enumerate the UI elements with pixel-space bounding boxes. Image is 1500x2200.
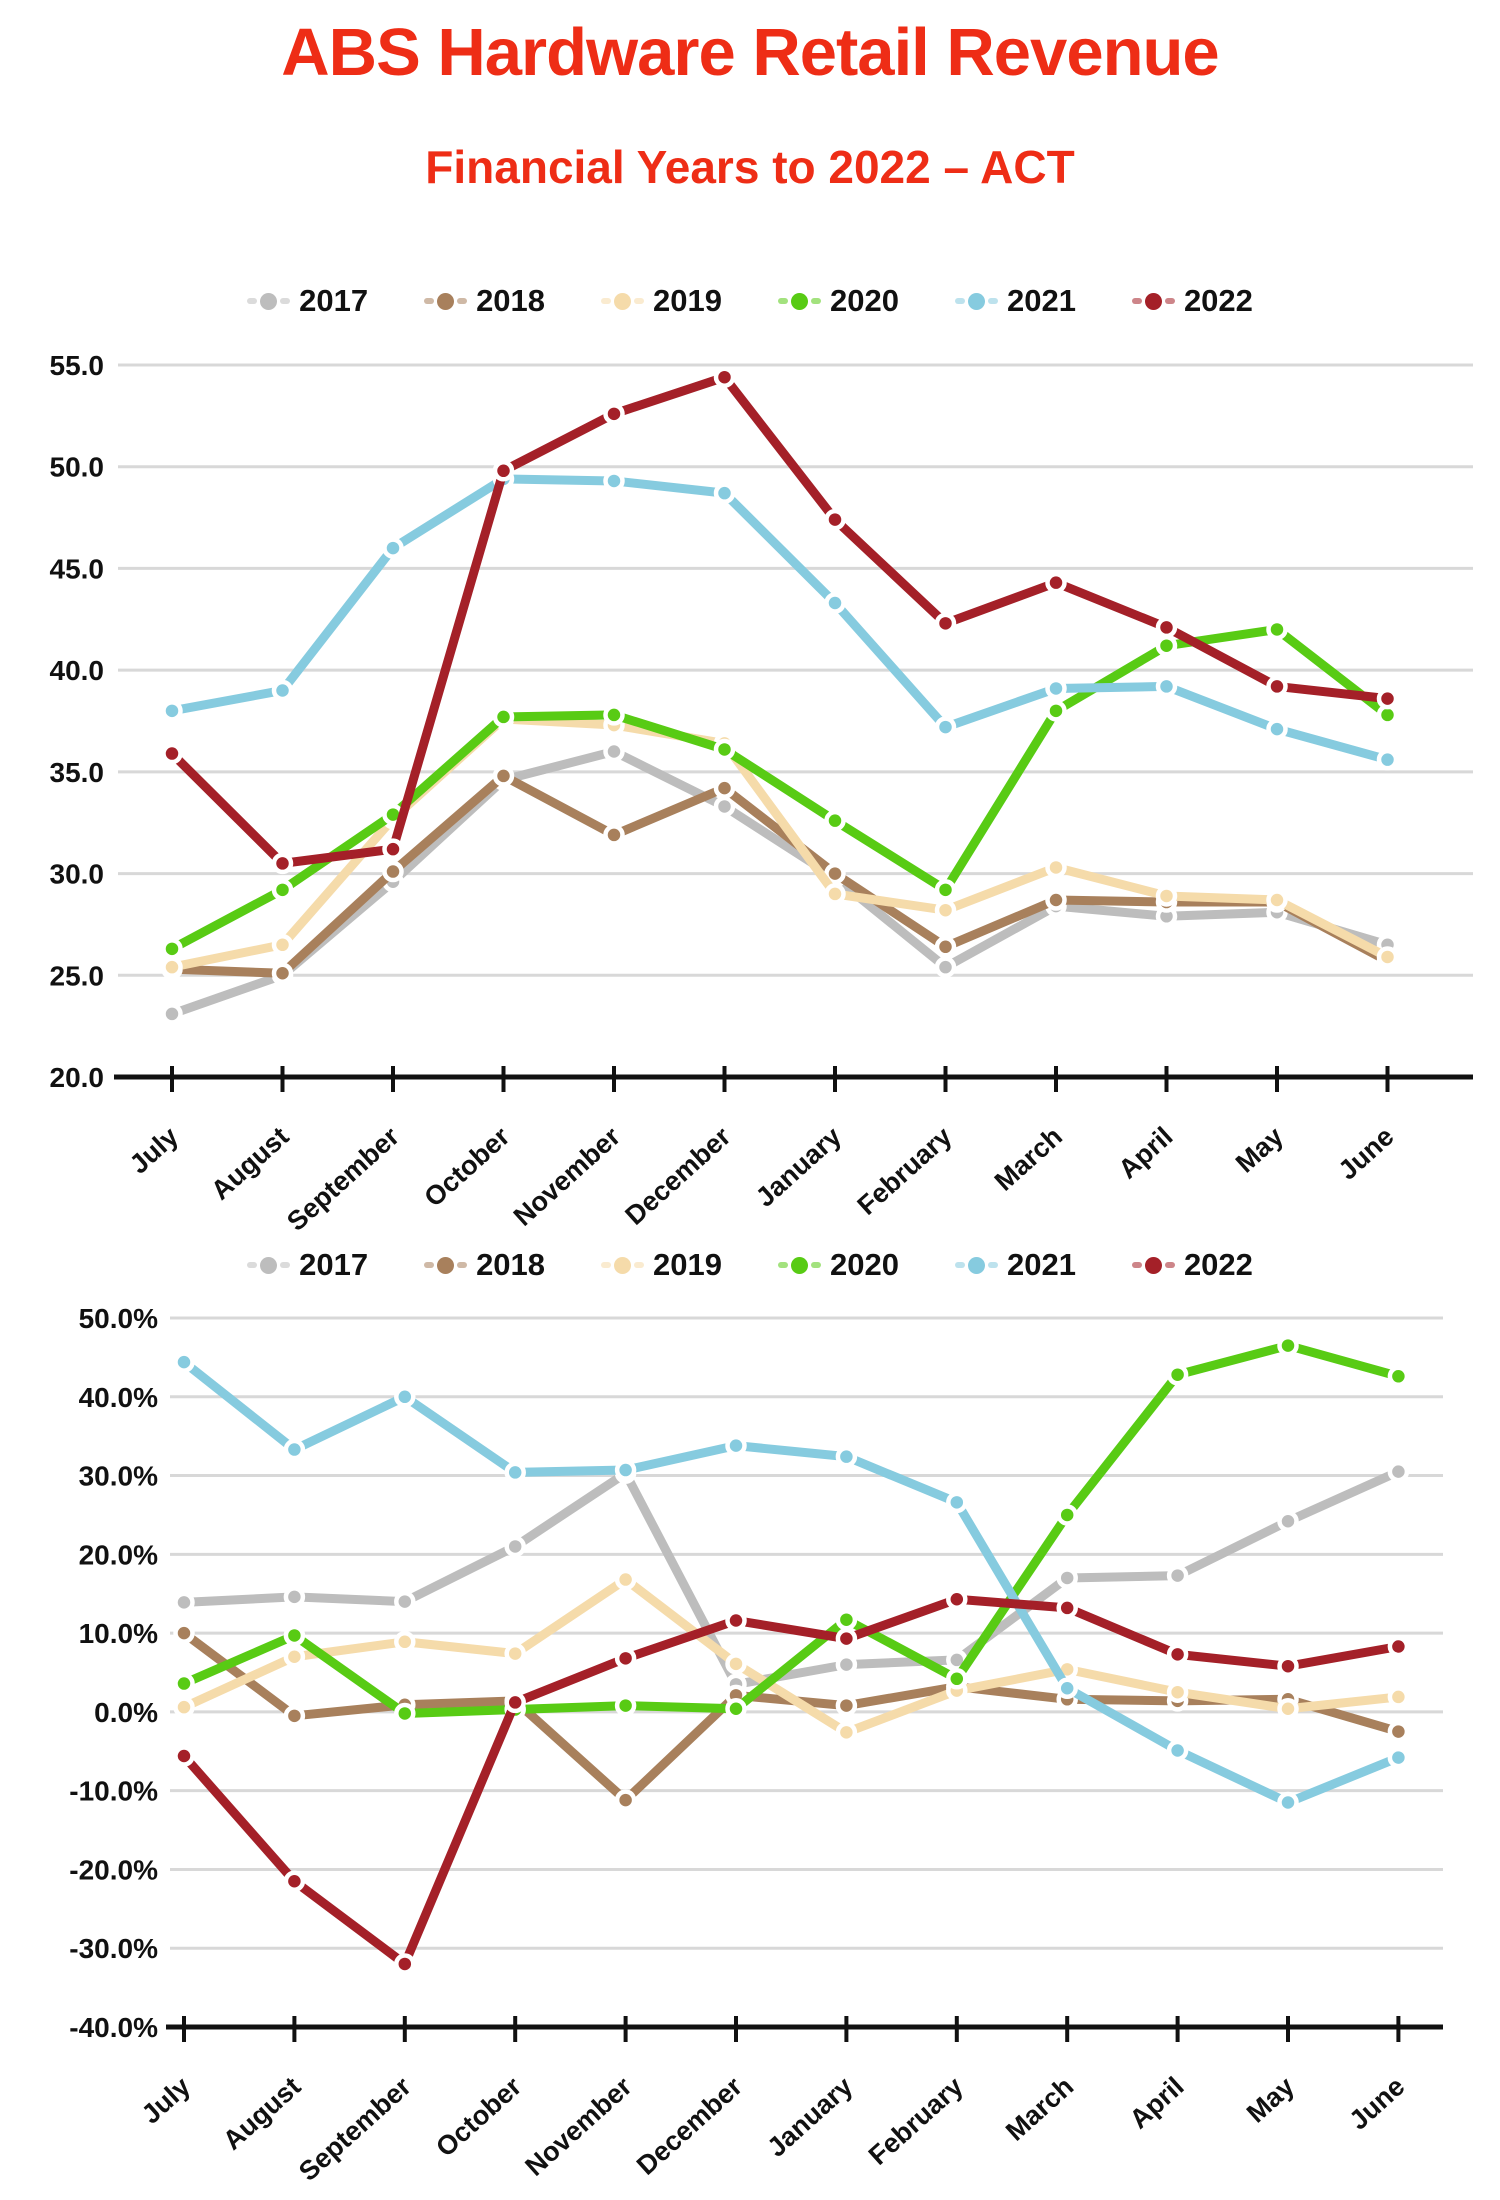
- y-tick-label: -20.0%: [69, 1854, 158, 1886]
- series-2018-point: [937, 938, 954, 955]
- series-2022-point: [728, 1612, 745, 1629]
- series-2018-point: [617, 1792, 634, 1809]
- series-2020-point: [1048, 702, 1065, 719]
- revenue-line-chart: [0, 328, 1500, 1243]
- y-tick-label: 0.0%: [94, 1696, 158, 1728]
- series-2022-point: [937, 615, 954, 632]
- legend-marker-shape: [1165, 1262, 1175, 1268]
- y-tick-label: 10.0%: [78, 1618, 158, 1650]
- series-2022-point: [1169, 1646, 1186, 1663]
- legend-marker-2020: [778, 293, 821, 310]
- legend-label-2017: 2017: [299, 283, 369, 318]
- series-2018-point: [606, 826, 623, 843]
- series-2019-point: [1048, 859, 1065, 876]
- series-2017-point: [606, 743, 623, 760]
- legend-marker-shape: [457, 298, 467, 304]
- legend-label-2018: 2018: [476, 1247, 546, 1282]
- series-2019-point: [1158, 887, 1175, 904]
- series-2021-point: [1059, 1680, 1076, 1697]
- growth-line-chart: [0, 1285, 1500, 2200]
- legend-marker-shape: [424, 1262, 434, 1268]
- x-tick-label: May: [1240, 2071, 1301, 2129]
- x-tick-label: March: [988, 1121, 1069, 1197]
- series-2021-point: [1048, 680, 1065, 697]
- series-2021-point: [617, 1462, 634, 1479]
- series-2022-point: [286, 1873, 303, 1890]
- series-2019-point: [1280, 1700, 1297, 1717]
- x-tick-label: June: [1332, 1121, 1400, 1186]
- legend-marker-shape: [260, 1257, 277, 1274]
- legend-marker-shape: [247, 298, 257, 304]
- series-2022-point: [274, 855, 291, 872]
- x-tick-label: November: [507, 1121, 627, 1232]
- x-tick-label: July: [123, 1121, 185, 1180]
- legend-label-2022: 2022: [1183, 283, 1253, 318]
- legend-item-2019: [601, 283, 722, 319]
- legend-marker-shape: [988, 1262, 998, 1268]
- series-2018-point: [385, 863, 402, 880]
- series-2022-point: [1280, 1658, 1297, 1675]
- series-2022-point: [1158, 619, 1175, 636]
- x-tick-label: December: [619, 1121, 737, 1231]
- y-tick-label: 20.0: [49, 1062, 104, 1093]
- x-tick-label: September: [281, 1121, 406, 1237]
- legend-marker-2021: [955, 293, 998, 310]
- page-subtitle: Financial Years to 2022 – ACT: [425, 141, 1075, 193]
- series-2021-point: [164, 702, 181, 719]
- series-2017-point: [838, 1656, 855, 1673]
- y-tick-label: 25.0: [49, 960, 104, 992]
- series-2020-point: [1280, 1337, 1297, 1354]
- y-tick-label: 40.0%: [78, 1381, 158, 1413]
- legend-marker-shape: [1145, 293, 1162, 310]
- series-2017-point: [1280, 1513, 1297, 1530]
- series-2020-point: [1169, 1366, 1186, 1383]
- series-2020-point: [274, 881, 291, 898]
- series-2021-point: [385, 540, 402, 557]
- legend-marker-shape: [437, 293, 454, 310]
- y-tick-label: 55.0: [49, 350, 104, 381]
- series-2021-point: [1158, 678, 1175, 695]
- series-2019-point: [176, 1699, 193, 1716]
- series-2021-point: [1169, 1742, 1186, 1759]
- x-tick-label: August: [205, 1121, 295, 1206]
- series-2020-point: [286, 1627, 303, 1644]
- series-2022-point: [838, 1630, 855, 1647]
- series-2022-point: [606, 405, 623, 422]
- legend-label-2017: 2017: [299, 1247, 369, 1282]
- series-2020-point: [1390, 1368, 1407, 1385]
- series-2021-point: [286, 1441, 303, 1458]
- legend-marker-shape: [955, 298, 965, 304]
- series-2020-point: [838, 1611, 855, 1628]
- legend-marker-2018: [424, 1257, 467, 1274]
- series-2022-point: [1269, 678, 1286, 695]
- legend-marker-shape: [811, 298, 821, 304]
- series-2020-point: [827, 812, 844, 829]
- legend-marker-shape: [437, 1257, 454, 1274]
- legend-marker-2022: [1132, 293, 1175, 310]
- legend-marker-shape: [1145, 1257, 1162, 1274]
- x-tick-label: December: [630, 2071, 749, 2181]
- legend-label-2022: 2022: [1183, 1247, 1253, 1282]
- legend-marker-2018: [424, 293, 467, 310]
- page-title: ABS Hardware Retail Revenue: [281, 15, 1219, 90]
- x-tick-label: November: [519, 2071, 638, 2182]
- x-axis: [136, 2016, 1443, 2187]
- legend-marker-shape: [614, 1257, 631, 1274]
- y-tick-label: -30.0%: [69, 1933, 158, 1965]
- series-2019-point: [1379, 948, 1396, 965]
- series-2018-point: [176, 1625, 193, 1642]
- series-2022-point: [1390, 1638, 1407, 1655]
- series-2020-point: [948, 1670, 965, 1687]
- x-tick-label: September: [293, 2071, 417, 2187]
- series-2018-point: [838, 1697, 855, 1714]
- series-2022: [164, 369, 1397, 872]
- legend-marker-2017: [247, 1257, 290, 1274]
- legend-marker-2017: [247, 293, 290, 310]
- x-tick-label: February: [862, 2071, 969, 2171]
- legend-label-2019: 2019: [653, 283, 722, 318]
- x-tick-label: February: [851, 1121, 958, 1221]
- y-tick-label: 20.0%: [78, 1539, 158, 1571]
- legend-marker-shape: [968, 1257, 985, 1274]
- series-2019-point: [164, 959, 181, 976]
- series-2022-point: [495, 462, 512, 479]
- series-2018-point: [274, 965, 291, 982]
- series-2020-point: [164, 940, 181, 957]
- x-tick-label: April: [1123, 2071, 1190, 2135]
- series-2021-point: [606, 472, 623, 489]
- legend-item-2018: [424, 1247, 545, 1283]
- y-tick-label: 30.0: [49, 858, 104, 890]
- x-tick-label: January: [761, 2071, 859, 2163]
- series-2017-point: [507, 1538, 524, 1555]
- legend-marker-2021: [955, 1257, 998, 1274]
- series-2021-point: [396, 1388, 413, 1405]
- series-2020-point: [176, 1675, 193, 1692]
- x-tick-label: January: [749, 1121, 848, 1213]
- series-2018-point: [1390, 1723, 1407, 1740]
- series-2018-point: [716, 780, 733, 797]
- series-2022-line: [172, 377, 1388, 863]
- x-tick-label: August: [217, 2071, 307, 2156]
- series-2019-point: [507, 1645, 524, 1662]
- series-2021-line: [172, 479, 1388, 760]
- series-2021-point: [716, 485, 733, 502]
- series-2019-point: [274, 936, 291, 953]
- legend-label-2021: 2021: [1006, 283, 1076, 318]
- series-2022-point: [617, 1650, 634, 1667]
- series-2021-point: [937, 719, 954, 736]
- series-2022-point: [1048, 574, 1065, 591]
- legend-marker-shape: [424, 298, 434, 304]
- legend-marker-shape: [614, 293, 631, 310]
- series-2019-point: [286, 1648, 303, 1665]
- legend-marker-shape: [778, 1262, 788, 1268]
- legend-marker-shape: [260, 293, 277, 310]
- series-2022-point: [507, 1694, 524, 1711]
- series-2021-point: [274, 682, 291, 699]
- legend-label-2020: 2020: [830, 1247, 899, 1282]
- series-2021-point: [176, 1354, 193, 1371]
- legend-label-2018: 2018: [476, 283, 546, 318]
- legend-marker-shape: [1165, 298, 1175, 304]
- series-2017-point: [1390, 1463, 1407, 1480]
- legend-item-2021: [955, 283, 1076, 319]
- legend-top-chart: [0, 283, 1500, 319]
- legend-item-2022: [1132, 1247, 1253, 1283]
- legend-marker-shape: [247, 1262, 257, 1268]
- series-2022-point: [164, 745, 181, 762]
- x-tick-label: October: [418, 1121, 516, 1213]
- legend-item-2017: [247, 283, 368, 319]
- series-2018-point: [286, 1707, 303, 1724]
- legend-marker-2019: [601, 293, 644, 310]
- series-2019-point: [617, 1571, 634, 1588]
- series-2022-point: [385, 841, 402, 858]
- legend-item-2020: [778, 283, 899, 319]
- series-2019-point: [838, 1724, 855, 1741]
- y-axis-labels: [50, 350, 105, 1093]
- series-2020-point: [937, 881, 954, 898]
- legend-marker-shape: [791, 1257, 808, 1274]
- legend-marker-shape: [988, 298, 998, 304]
- y-tick-label: 35.0: [49, 756, 104, 788]
- series-2021-point: [728, 1437, 745, 1454]
- legend-marker-shape: [601, 298, 611, 304]
- legend-marker-shape: [634, 298, 644, 304]
- legend-bottom-chart: [0, 1247, 1500, 1283]
- series-2021-point: [1269, 721, 1286, 738]
- legend-marker-shape: [811, 1262, 821, 1268]
- series-2017-point: [1169, 1567, 1186, 1584]
- series-2017-point: [176, 1594, 193, 1611]
- legend-marker-shape: [457, 1262, 467, 1268]
- series-2017-point: [396, 1593, 413, 1610]
- series-2017-point: [164, 1005, 181, 1022]
- series-2020-point: [495, 708, 512, 725]
- legend-item-2018: [424, 283, 545, 319]
- legend-item-2020: [778, 1247, 899, 1283]
- series-2020-point: [716, 741, 733, 758]
- x-tick-label: March: [1000, 2071, 1080, 2147]
- series-2019-point: [937, 902, 954, 919]
- series-2022-point: [948, 1591, 965, 1608]
- series-2020-point: [1158, 637, 1175, 654]
- x-tick-label: April: [1112, 1121, 1179, 1185]
- y-tick-label: 50.0%: [78, 1303, 158, 1334]
- series-2017-point: [716, 798, 733, 815]
- series-2020-point: [728, 1700, 745, 1717]
- legend-marker-2020: [778, 1257, 821, 1274]
- legend-label-2019: 2019: [653, 1247, 722, 1282]
- series-2017-point: [286, 1588, 303, 1605]
- gridlines: [118, 365, 1473, 975]
- legend-marker-shape: [968, 293, 985, 310]
- legend-label-2021: 2021: [1006, 1247, 1076, 1282]
- series-2021-point: [1379, 751, 1396, 768]
- series-2022-point: [1379, 690, 1396, 707]
- series-2017-point: [1059, 1569, 1076, 1586]
- series-2022-point: [1059, 1599, 1076, 1616]
- legend-marker-2019: [601, 1257, 644, 1274]
- series-2021-point: [1280, 1794, 1297, 1811]
- legend-label-2020: 2020: [830, 283, 899, 318]
- y-axis-labels: [69, 1303, 158, 2043]
- legend-marker-shape: [1132, 298, 1142, 304]
- series-2019-point: [827, 885, 844, 902]
- series-2022-point: [396, 1955, 413, 1972]
- x-tick-label: October: [430, 2071, 528, 2163]
- y-tick-label: -10.0%: [69, 1775, 158, 1807]
- legend-marker-shape: [1132, 1262, 1142, 1268]
- legend-marker-shape: [778, 298, 788, 304]
- series-2020-point: [396, 1705, 413, 1722]
- legend-marker-shape: [280, 298, 290, 304]
- x-tick-label: July: [135, 2071, 197, 2130]
- series-2020: [176, 1337, 1407, 1722]
- series-2022-point: [716, 369, 733, 386]
- series-2022-point: [827, 511, 844, 528]
- series-2020-point: [617, 1697, 634, 1714]
- series-2021-point: [948, 1494, 965, 1511]
- x-tick-label: June: [1343, 2071, 1411, 2136]
- legend-item-2021: [955, 1247, 1076, 1283]
- legend-marker-shape: [955, 1262, 965, 1268]
- x-tick-label: May: [1229, 1121, 1290, 1179]
- series-2022-point: [176, 1748, 193, 1765]
- legend-marker-shape: [280, 1262, 290, 1268]
- series-2017-line: [184, 1472, 1398, 1685]
- series-2021-point: [1390, 1749, 1407, 1766]
- legend-item-2022: [1132, 283, 1253, 319]
- series-2019-point: [1269, 892, 1286, 909]
- legend-marker-shape: [634, 1262, 644, 1268]
- series-2019-point: [1169, 1684, 1186, 1701]
- series-2019-point: [396, 1633, 413, 1650]
- legend-item-2017: [247, 1247, 368, 1283]
- legend-item-2019: [601, 1247, 722, 1283]
- series-2021-line: [184, 1362, 1398, 1802]
- y-tick-label: 30.0%: [78, 1460, 158, 1492]
- y-tick-label: 40.0: [49, 655, 104, 687]
- y-tick-label: 50.0: [49, 451, 104, 483]
- legend-marker-2022: [1132, 1257, 1175, 1274]
- series-2018-point: [495, 767, 512, 784]
- series-2021-point: [507, 1464, 524, 1481]
- series-2020-point: [1269, 621, 1286, 638]
- y-tick-label: -40.0%: [69, 2012, 158, 2043]
- series-2020-point: [1059, 1506, 1076, 1523]
- series-2021-point: [838, 1448, 855, 1465]
- x-axis: [114, 1066, 1473, 1237]
- series-2019-point: [1390, 1688, 1407, 1705]
- series-2020-point: [606, 706, 623, 723]
- series-2021: [176, 1354, 1407, 1811]
- series-2021-point: [827, 595, 844, 612]
- legend-marker-shape: [791, 293, 808, 310]
- series-2022-line: [184, 1599, 1398, 1964]
- series-2017-point: [937, 959, 954, 976]
- series-2019-point: [728, 1655, 745, 1672]
- series-2018-point: [1048, 892, 1065, 909]
- legend-marker-shape: [601, 1262, 611, 1268]
- series-2021: [164, 470, 1397, 768]
- y-tick-label: 45.0: [49, 553, 104, 585]
